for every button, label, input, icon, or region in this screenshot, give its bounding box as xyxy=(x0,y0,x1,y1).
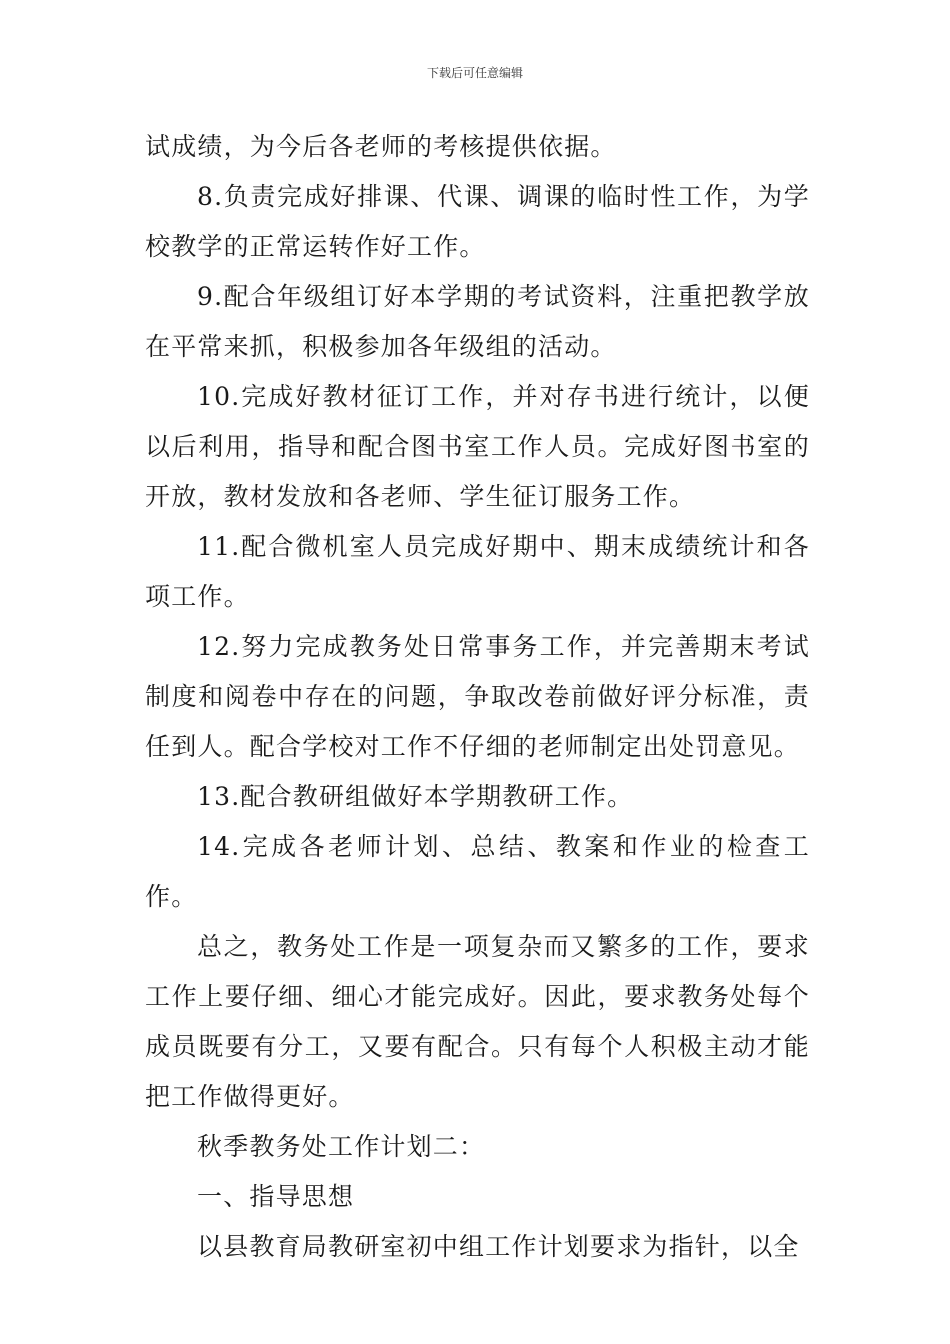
section-heading: 一、指导思想 xyxy=(197,1182,355,1211)
paragraph: 8.负责完成好排课、代课、调课的临时性工作，为学校教学的正常运转作好工作。 xyxy=(145,182,810,261)
header-note: 下载后可任意编辑 xyxy=(426,66,523,80)
paragraph: 14.完成各老师计划、总结、教案和作业的检查工作。 xyxy=(145,832,810,911)
paragraph: 试成绩，为今后各老师的考核提供依据。 xyxy=(145,132,617,161)
paragraph: 11.配合微机室人员完成好期中、期末成绩统计和各项工作。 xyxy=(145,532,810,611)
paragraph: 以县教育局教研室初中组工作计划要求为指针，以全 xyxy=(197,1232,800,1261)
section-intro: 秋季教务处工作计划二： xyxy=(197,1132,486,1161)
paragraph: 总之，教务处工作是一项复杂而又繁多的工作，要求工作上要仔细、细心才能完成好。因此，要求教务处每个成员既要有分工，又要有配合。只有每个人积极主动才能把工作做得更好。 xyxy=(145,932,810,1111)
document-body xyxy=(145,122,810,1272)
paragraph: 12.努力完成教务处日常事务工作，并完善期末考试制度和阅卷中存在的问题，争取改卷前做好评分标准，责任到人。配合学校对工作不仔细的老师制定出处罚意见。 xyxy=(145,632,810,761)
paragraph: 9.配合年级组订好本学期的考试资料，注重把教学放在平常来抓，积极参加各年级组的活动。 xyxy=(145,282,810,361)
paragraph: 10.完成好教材征订工作，并对存书进行统计，以便以后利用，指导和配合图书室工作人员。完成好图书室的开放，教材发放和各老师、学生征订服务工作。 xyxy=(145,382,810,511)
paragraph: 13.配合教研组做好本学期教研工作。 xyxy=(197,782,634,811)
